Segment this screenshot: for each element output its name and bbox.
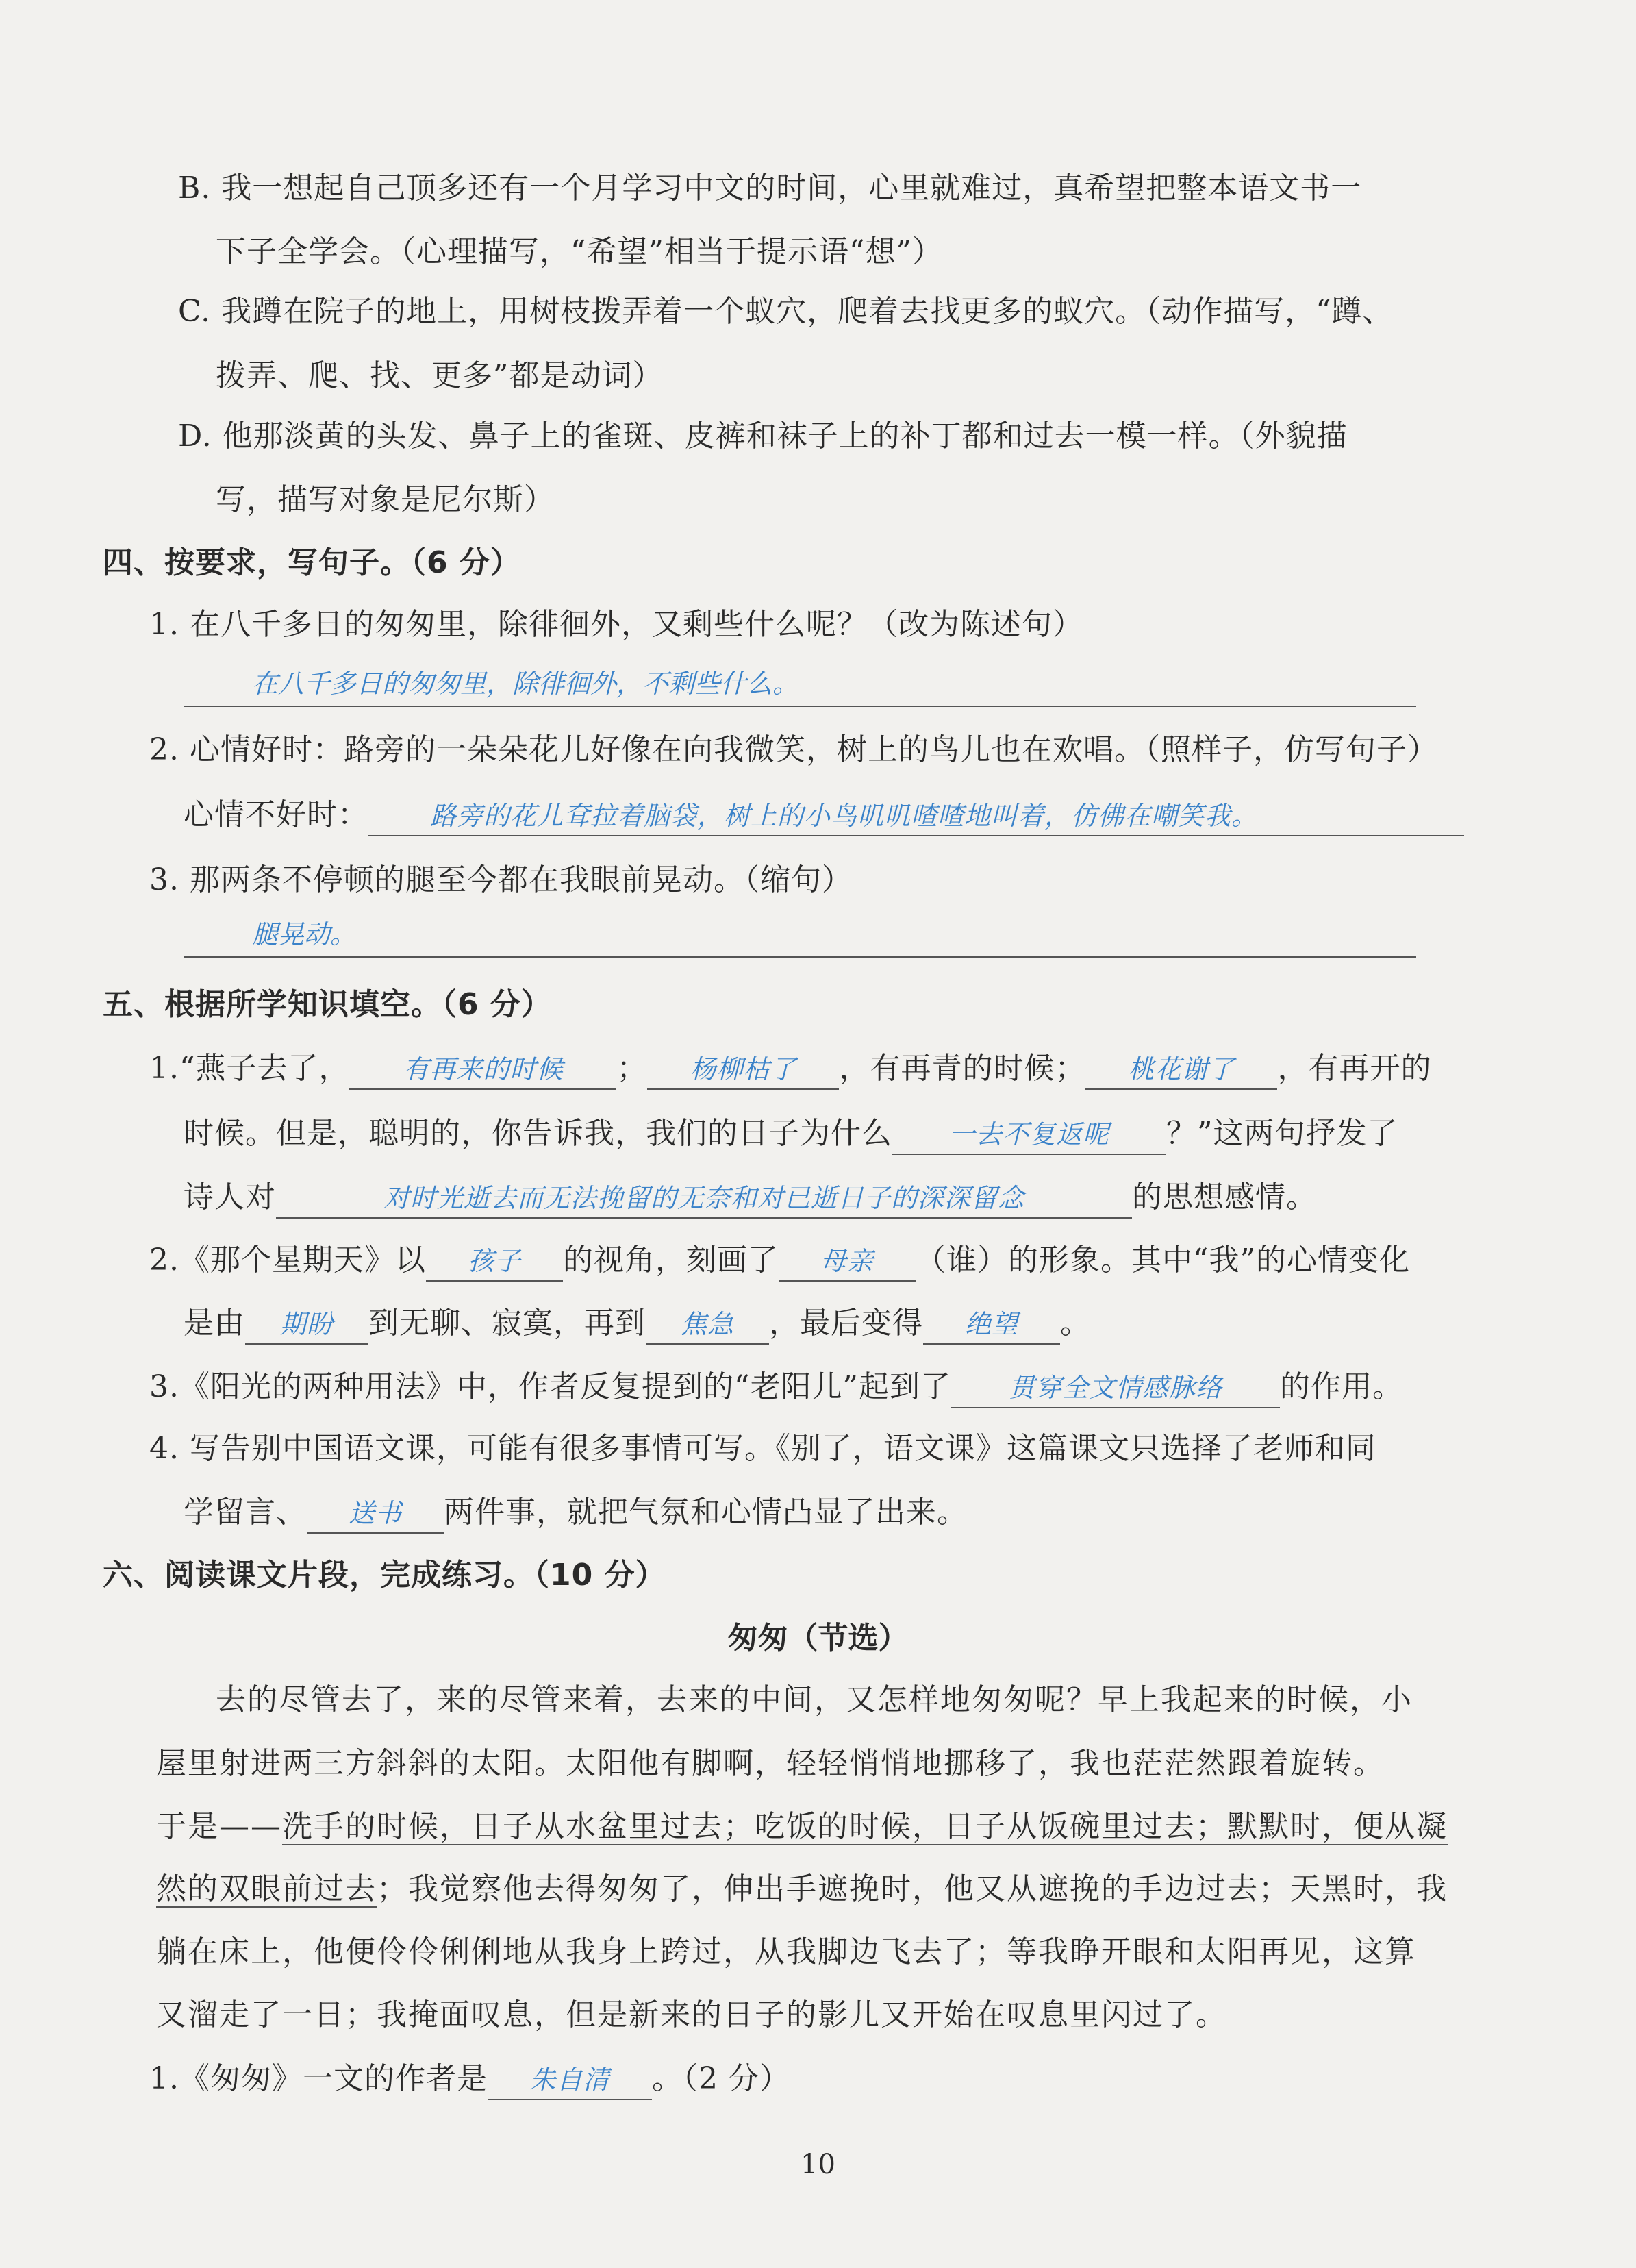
option-b-line2: 下子全学会。（心理描写，“希望”相当于提示语“想”） bbox=[216, 234, 943, 269]
s4-question-3: 3. 那两条不停顿的腿至今都在我眼前晃动。（缩句） bbox=[149, 862, 853, 897]
s5-q2-answer-5: 绝望 bbox=[923, 1305, 1060, 1345]
s5-q2-answer-2: 母亲 bbox=[779, 1242, 916, 1282]
option-b-line1: B. 我一想起自己顶多还有一个月学习中文的时间，心里就难过，真希望把整本语文书一 bbox=[178, 171, 1362, 205]
s4-answer-3-line bbox=[184, 912, 1416, 958]
s5-q3-answer-1: 贯穿全文情感脉络 bbox=[951, 1369, 1280, 1408]
s4-answer-2: 路旁的花儿耷拉着脑袋，树上的小鸟叽叽喳喳地叫着，仿佛在嘲笑我。 bbox=[368, 797, 1464, 836]
s5-q1-row1: 1.“燕子去了， 有再来的时候 ； 杨柳枯了 ，有再青的时候； 桃花谢了 ，有再开的 bbox=[149, 1048, 1431, 1090]
section-5-heading: 五、根据所学知识填空。（6 分） bbox=[103, 987, 552, 1022]
s5-q1-answer-1: 有再来的时候 bbox=[349, 1050, 616, 1090]
s4-answer-3: 腿晃动。 bbox=[252, 919, 357, 949]
s4-answer-1-line bbox=[184, 662, 1416, 707]
s5-q1-answer-2: 杨柳枯了 bbox=[647, 1050, 839, 1090]
option-d-line1: D. 他那淡黄的头发、鼻子上的雀斑、皮裤和袜子上的补丁都和过去一模一样。（外貌描 bbox=[178, 419, 1348, 453]
s5-q2-answer-3: 期盼 bbox=[245, 1305, 368, 1345]
passage-line-2: 屋里射进两三方斜斜的太阳。太阳他有脚啊，轻轻悄悄地挪移了，我也茫茫然跟着旋转。 bbox=[156, 1746, 1385, 1781]
passage-underline-2: 然的双眼前过去 bbox=[156, 1871, 377, 1906]
s4-answer-1: 在八千多日的匆匆里，除徘徊外，不剩些什么。 bbox=[252, 669, 799, 699]
option-c-line1: C. 我蹲在院子的地上，用树枝拨弄着一个蚁穴，爬着去找更多的蚁穴。（动作描写，“蹲、 bbox=[178, 294, 1394, 329]
option-d-line2: 写，描写对象是尼尔斯） bbox=[216, 482, 555, 517]
s5-q2-answer-4: 焦急 bbox=[646, 1305, 769, 1345]
s4-question-1: 1. 在八千多日的匆匆里，除徘徊外，又剩些什么呢？（改为陈述句） bbox=[149, 607, 1083, 642]
section-4-heading: 四、按要求，写句子。（6 分） bbox=[103, 545, 521, 580]
s5-q4-answer-1: 送书 bbox=[307, 1494, 444, 1534]
s4-answer-2-row bbox=[184, 795, 1464, 836]
passage-title: 匆匆（节选） bbox=[727, 1621, 909, 1656]
passage-line-6: 又溜走了一日；我掩面叹息，但是新来的日子的影儿又开始在叹息里闪过了。 bbox=[156, 1997, 1227, 2032]
passage-line-5: 躺在床上，他便伶伶俐俐地从我身上跨过，从我脚边飞去了；等我睁开眼和太阳再见，这算 bbox=[156, 1934, 1416, 1969]
s5-q1-answer-3: 桃花谢了 bbox=[1085, 1050, 1277, 1090]
s5-q1-row3: 诗人对 对时光逝去而无法挽留的无奈和对已逝日子的深深留念 的思想感情。 bbox=[184, 1177, 1317, 1219]
s5-q1-answer-5: 对时光逝去而无法挽留的无奈和对已逝日子的深深留念 bbox=[276, 1179, 1132, 1219]
s6-q1-row: 1.《匆匆》一文的作者是 朱自清 。（2 分） bbox=[149, 2058, 790, 2100]
s5-q1-row2: 时候。但是，聪明的，你告诉我，我们的日子为什么 一去不复返呢 ？”这两句抒发了 bbox=[184, 1113, 1398, 1155]
passage-line-1: 去的尽管去了，来的尽管来着，去来的中间，又怎样地匆匆呢？早上我起来的时候，小 bbox=[216, 1682, 1413, 1717]
s4-answer-2-prefix: 心情不好时： bbox=[184, 797, 368, 832]
s5-q2-row1: 2.《那个星期天》以 孩子 的视角，刻画了 母亲 （谁）的形象。其中“我”的心情变化 bbox=[149, 1240, 1410, 1282]
passage-line-4: 然的双眼前过去；我觉察他去得匆匆了，伸出手遮挽时，他又从遮挽的手边过去；天黑时，我 bbox=[156, 1871, 1448, 1906]
option-c-line2: 拨弄、爬、找、更多”都是动词） bbox=[216, 358, 664, 393]
passage-underline-1: 洗手的时候，日子从水盆里过去；吃饭的时候，日子从饭碗里过去；默默时，便从凝 bbox=[282, 1809, 1448, 1844]
s5-q1-answer-4: 一去不复返呢 bbox=[892, 1115, 1166, 1155]
s5-q3-row: 3.《阳光的两种用法》中，作者反复提到的“老阳儿”起到了 贯穿全文情感脉络 的作用。 bbox=[149, 1367, 1403, 1408]
page-number: 10 bbox=[801, 2149, 835, 2180]
section-6-heading: 六、阅读课文片段，完成练习。（10 分） bbox=[103, 1558, 666, 1593]
s4-question-2: 2. 心情好时：路旁的一朵朵花儿好像在向我微笑，树上的鸟儿也在欢唱。（照样子，仿写句子） bbox=[149, 732, 1438, 767]
s5-q2-row2: 是由 期盼 到无聊、寂寞，再到 焦急 ，最后变得 绝望 。 bbox=[184, 1303, 1091, 1345]
s5-q2-answer-1: 孩子 bbox=[426, 1242, 563, 1282]
s5-q4-row1: 4. 写告别中国语文课，可能有很多事情可写。《别了，语文课》这篇课文只选择了老师和同 bbox=[149, 1431, 1376, 1466]
passage-line-3: 于是——洗手的时候，日子从水盆里过去；吃饭的时候，日子从饭碗里过去；默默时，便从凝 bbox=[156, 1809, 1448, 1844]
s5-q4-row2: 学留言、 送书 两件事，就把气氛和心情凸显了出来。 bbox=[184, 1492, 968, 1534]
s6-q1-answer-1: 朱自清 bbox=[488, 2060, 652, 2100]
